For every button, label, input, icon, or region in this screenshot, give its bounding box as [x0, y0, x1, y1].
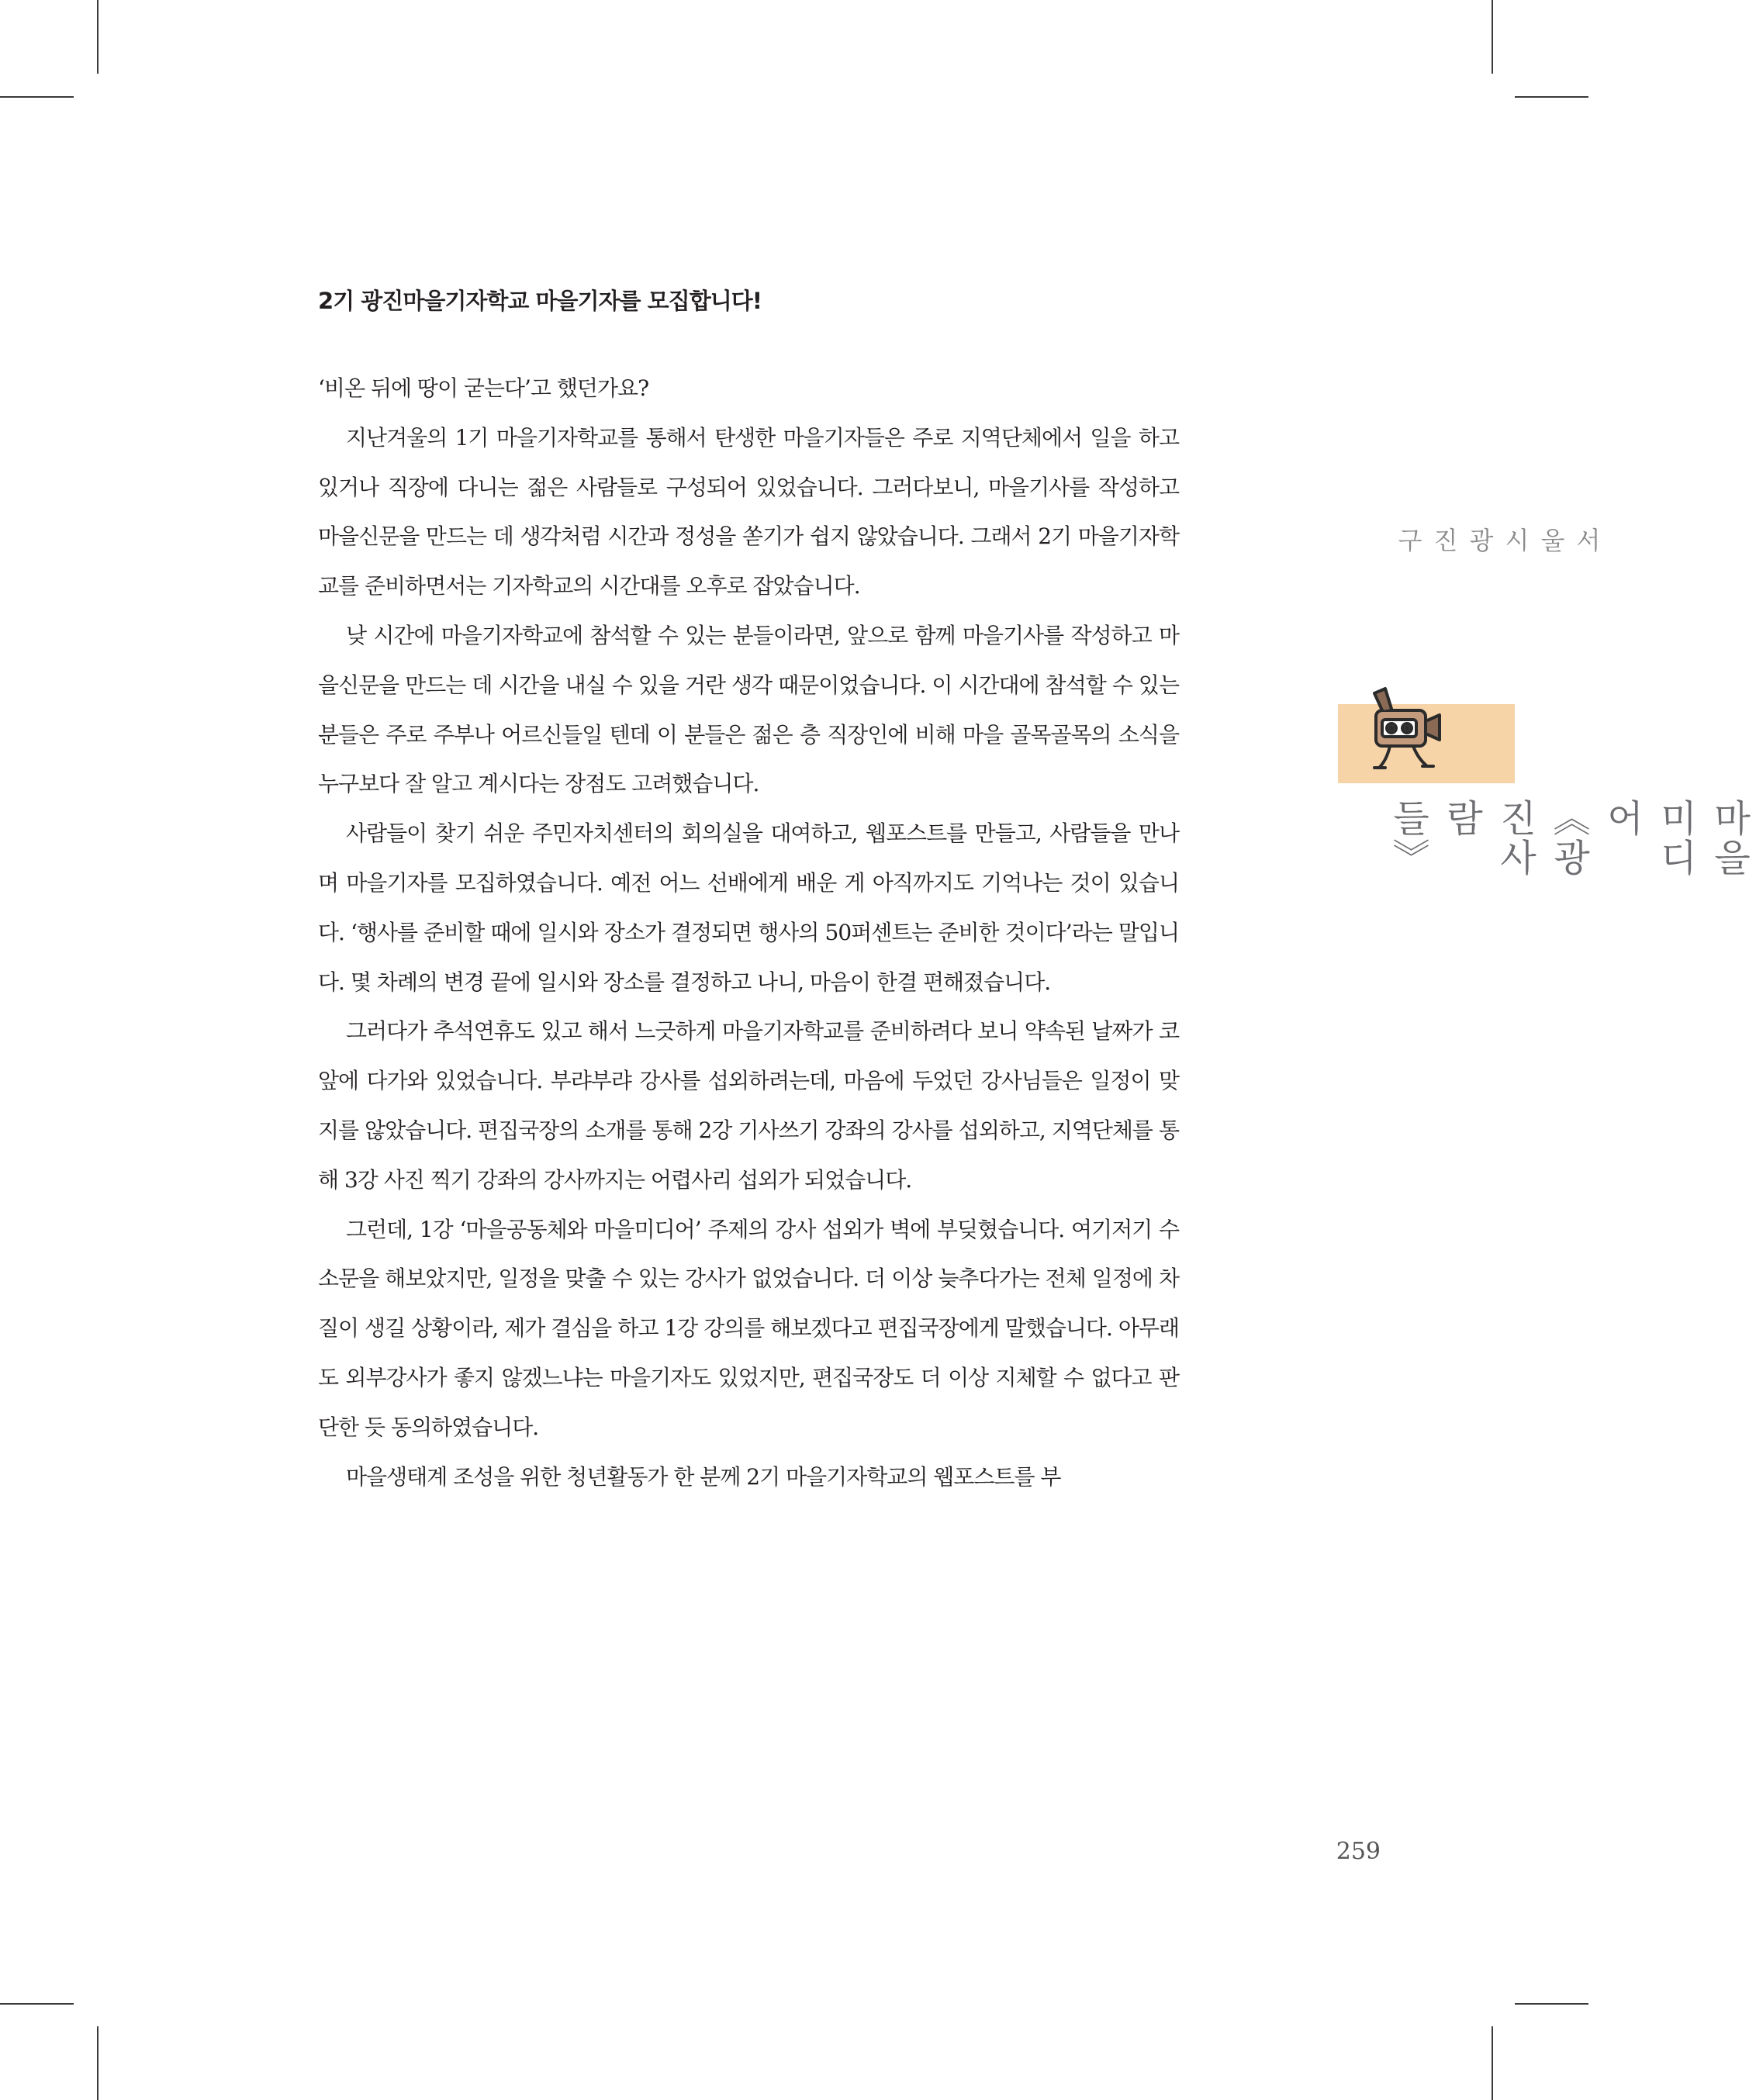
paragraph-4: 사람들이 찾기 쉬운 주민자치센터의 회의실을 대여하고, 웹포스트를 만들고, 사람들을 만나며 마을기자를 모집하였습니다. 예전 어느 선배에게 배운 게 아직까지도 기억나는 것이 있습니다. ‘행사를 준비할 때에 일시와 장소가 결정되면 행사의 50퍼센트는 준비한 것이다’라는 말입니다. 몇 차례의 변경 끝에 일시와 장소를 결정하고 나니, 마음이 한결 편해졌습니다. [318, 820, 1179, 995]
crop-mark-bottom-left-horizontal [0, 2003, 74, 2005]
crop-mark-top-right [1492, 0, 1493, 74]
paragraph-2: 지난겨울의 1기 마을기자학교를 통해서 탄생한 마을기자들은 주로 지역단체에서 일을 하고 있거나 직장에 다니는 젊은 사람들로 구성되어 있었습니다. 그러다보니, 마을기사를 작성하고 마을신문을 만드는 데 생각처럼 시간과 정성을 쏟기가 쉽지 않았습니다. 그래서 2기 마을기자학교를 준비하면서는 기자학교의 시간대를 오후로 잡았습니다. [318, 424, 1179, 599]
crop-mark-top-left [97, 0, 99, 74]
side-book-title: 마을미디어《광진사람들》 [1386, 799, 1751, 878]
paragraph-5: 그러다가 추석연휴도 있고 해서 느긋하게 마을기자학교를 준비하려다 보니 약속된 날짜가 코앞에 다가와 있었습니다. 부랴부랴 강사를 섭외하려는데, 마음에 두었던 강사님들은 일정이 맞지를 않았습니다. 편집국장의 소개를 통해 2강 기사쓰기 강좌의 강사를 섭외하고, 지역단체를 통해 3강 사진 찍기 강좌의 강사까지는 어렵사리 섭외가 되었습니다. [318, 1018, 1179, 1193]
paragraph-7: 마을생태계 조성을 위한 청년활동가 한 분께 2기 마을기자학교의 웹포스트를 부 [346, 1463, 1061, 1490]
paragraph-3: 낮 시간에 마을기자학교에 참석할 수 있는 분들이라면, 앞으로 함께 마을기사를 작성하고 마을신문을 만드는 데 시간을 내실 수 있을 거란 생각 때문이었습니다. 이 시간대에 참석할 수 있는 분들은 주로 주부나 어르신들일 텐데 이 분들은 젊은 층 직장인에 비해 마을 골목골목의 소식을 누구보다 잘 알고 계시다는 장점도 고려했습니다. [318, 622, 1179, 797]
article-body [318, 364, 1179, 1501]
page-number: 259 [1336, 1838, 1381, 1865]
article-heading: 2기 광진마을기자학교 마을기자를 모집합니다! [318, 288, 762, 314]
article [318, 271, 1179, 1501]
side-district-label: 서울시 광진구 [1394, 527, 1602, 555]
crop-mark-bottom-left [97, 2026, 99, 2100]
paragraph-1: ‘비온 뒤에 땅이 굳는다’고 했던가요? [318, 375, 649, 401]
crop-mark-bottom-right [1492, 2026, 1493, 2100]
crop-mark-top-right-horizontal [1515, 96, 1588, 98]
camera-mascot-icon [1359, 682, 1452, 775]
crop-mark-top-left-horizontal [0, 96, 74, 98]
crop-mark-bottom-right-horizontal [1515, 2003, 1588, 2005]
paragraph-6: 그런데, 1강 ‘마을공동체와 마을미디어’ 주제의 강사 섭외가 벽에 부딪혔습니다. 여기저기 수소문을 해보았지만, 일정을 맞출 수 있는 강사가 없었습니다. 더 이상 늦추다가는 전체 일정에 차질이 생길 상황이라, 제가 결심을 하고 1강 강의를 해보겠다고 편집국장에게 말했습니다. 아무래도 외부강사가 좋지 않겠느냐는 마을기자도 있었지만, 편집국장도 더 이상 지체할 수 없다고 판단한 듯 동의하였습니다. [318, 1216, 1179, 1440]
